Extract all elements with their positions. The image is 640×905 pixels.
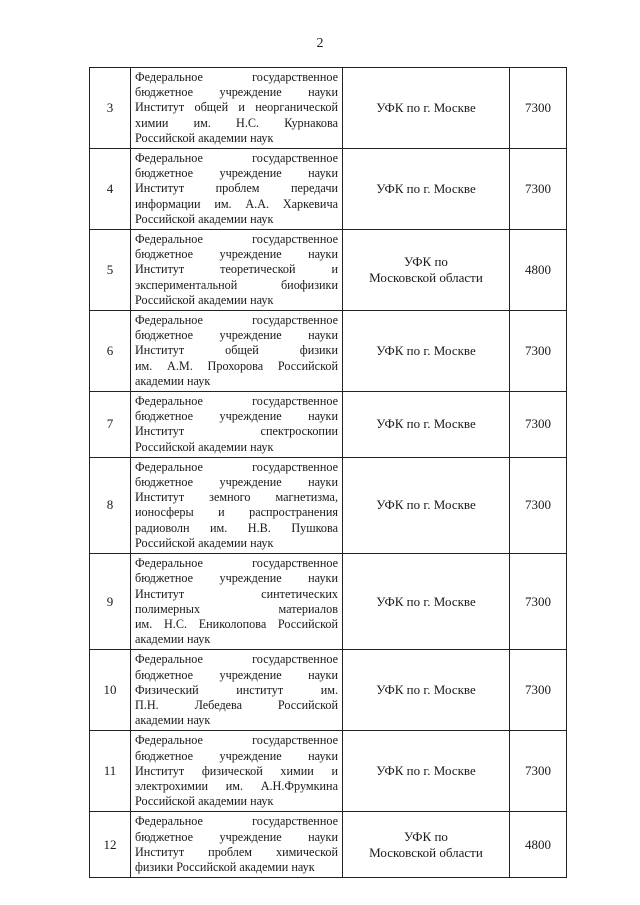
amount: 7300	[510, 457, 567, 553]
treasury-office: УФК по Московской области	[343, 812, 510, 878]
institution-name-line: им. Н.С. Ениколопова Российской	[135, 616, 338, 631]
institution-name-line: Российской академии наук	[135, 439, 274, 454]
institution-name-line: Институт земного магнетизма,	[135, 490, 338, 505]
institution-name-line: Федеральное государственное	[135, 733, 338, 748]
institution-name-line: академии наук	[135, 373, 211, 388]
institution-name-line: академии наук	[135, 632, 211, 647]
institution-name-line: бюджетное учреждение науки	[135, 748, 338, 763]
institution-name-line: бюджетное учреждение науки	[135, 328, 338, 343]
table-row	[90, 650, 567, 731]
institution-name-line: Институт теоретической и	[135, 262, 338, 277]
institution-name-line: Федеральное государственное	[135, 459, 338, 474]
institutions-table	[89, 67, 567, 878]
institution-name	[131, 650, 343, 731]
row-number: 5	[90, 230, 131, 311]
treasury-office: УФК по г. Москве	[343, 392, 510, 458]
institution-name-line: бюджетное учреждение науки	[135, 829, 338, 844]
institution-name	[131, 457, 343, 553]
amount: 7300	[510, 731, 567, 812]
institution-name-line: бюджетное учреждение науки	[135, 571, 338, 586]
row-number: 4	[90, 149, 131, 230]
institution-name	[131, 149, 343, 230]
row-number: 11	[90, 731, 131, 812]
row-number: 12	[90, 812, 131, 878]
institution-name-line: Федеральное государственное	[135, 394, 338, 409]
treasury-office: УФК по Московской области	[343, 230, 510, 311]
institution-name-line: информации им. А.А. Харкевича	[135, 196, 338, 211]
page-number: 2	[316, 36, 324, 51]
amount: 7300	[510, 554, 567, 650]
amount: 7300	[510, 149, 567, 230]
row-number: 10	[90, 650, 131, 731]
institution-name-line: Федеральное государственное	[135, 151, 338, 166]
institution-name	[131, 812, 343, 878]
amount: 7300	[510, 392, 567, 458]
institution-name	[131, 554, 343, 650]
table-row	[90, 149, 567, 230]
institution-name-line: им. А.М. Прохорова Российской	[135, 358, 338, 373]
institution-name-line: Физический институт им.	[135, 682, 338, 697]
table-row	[90, 731, 567, 812]
institution-name-line: полимерных материалов	[135, 601, 338, 616]
amount: 7300	[510, 311, 567, 392]
institution-name-line: академии наук	[135, 713, 211, 728]
institution-name-line: электрохимии им. А.Н.Фрумкина	[135, 778, 338, 793]
table-row	[90, 311, 567, 392]
institution-name-line: бюджетное учреждение науки	[135, 475, 338, 490]
institution-name	[131, 68, 343, 149]
treasury-office: УФК по г. Москве	[343, 554, 510, 650]
treasury-office: УФК по г. Москве	[343, 149, 510, 230]
institution-name-line: Федеральное государственное	[135, 232, 338, 247]
institution-name-line: химии им. Н.С. Курнакова	[135, 115, 338, 130]
institution-name-line: Институт общей физики	[135, 343, 338, 358]
institution-name-line: Институт проблем передачи	[135, 181, 338, 196]
institution-name-line: Российской академии наук	[135, 211, 274, 226]
table-row	[90, 812, 567, 878]
institution-name-line: Федеральное государственное	[135, 313, 338, 328]
institution-name-line: радиоволн им. Н.В. Пушкова	[135, 520, 338, 535]
institution-name-line: бюджетное учреждение науки	[135, 667, 338, 682]
institution-name-line: Российской академии наук	[135, 130, 274, 145]
amount: 4800	[510, 230, 567, 311]
row-number: 6	[90, 311, 131, 392]
treasury-office: УФК по г. Москве	[343, 731, 510, 812]
institution-name-line: бюджетное учреждение науки	[135, 409, 338, 424]
table-row	[90, 457, 567, 553]
institution-name-line: бюджетное учреждение науки	[135, 247, 338, 262]
institution-name-line: Федеральное государственное	[135, 556, 338, 571]
institution-name-line: П.Н. Лебедева Российской	[135, 697, 338, 712]
table-row	[90, 392, 567, 458]
amount: 7300	[510, 650, 567, 731]
row-number: 7	[90, 392, 131, 458]
institution-name-line: Российской академии наук	[135, 292, 274, 307]
institution-name-line: Федеральное государственное	[135, 70, 338, 84]
treasury-office: УФК по г. Москве	[343, 68, 510, 149]
table-row	[90, 68, 567, 149]
institution-name-line: Институт физической химии и	[135, 763, 338, 778]
row-number: 9	[90, 554, 131, 650]
treasury-office: УФК по г. Москве	[343, 650, 510, 731]
institution-name	[131, 230, 343, 311]
institution-name-line: бюджетное учреждение науки	[135, 85, 338, 100]
institution-name-line: Институт спектроскопии	[135, 424, 338, 439]
institution-name-line: экспериментальной биофизики	[135, 277, 338, 292]
institution-name	[131, 311, 343, 392]
row-number: 8	[90, 457, 131, 553]
amount: 7300	[510, 68, 567, 149]
institution-name	[131, 392, 343, 458]
institution-name-line: Федеральное государственное	[135, 652, 338, 667]
institution-name-line: Институт проблем химической	[135, 844, 338, 859]
table-row	[90, 230, 567, 311]
treasury-office: УФК по г. Москве	[343, 311, 510, 392]
table-row	[90, 554, 567, 650]
amount: 4800	[510, 812, 567, 878]
institution-name-line: физики Российской академии наук	[135, 859, 315, 874]
treasury-office: УФК по г. Москве	[343, 457, 510, 553]
institution-name-line: Российской академии наук	[135, 794, 274, 809]
table-body	[90, 68, 567, 878]
institution-name-line: Институт синтетических	[135, 586, 338, 601]
row-number: 3	[90, 68, 131, 149]
institution-name-line: бюджетное учреждение науки	[135, 166, 338, 181]
institution-name-line: Федеральное государственное	[135, 814, 338, 829]
institution-name-line: Институт общей и неорганической	[135, 100, 338, 115]
institution-name-line: ионосферы и распространения	[135, 505, 338, 520]
institution-name	[131, 731, 343, 812]
institution-name-line: Российской академии наук	[135, 535, 274, 550]
